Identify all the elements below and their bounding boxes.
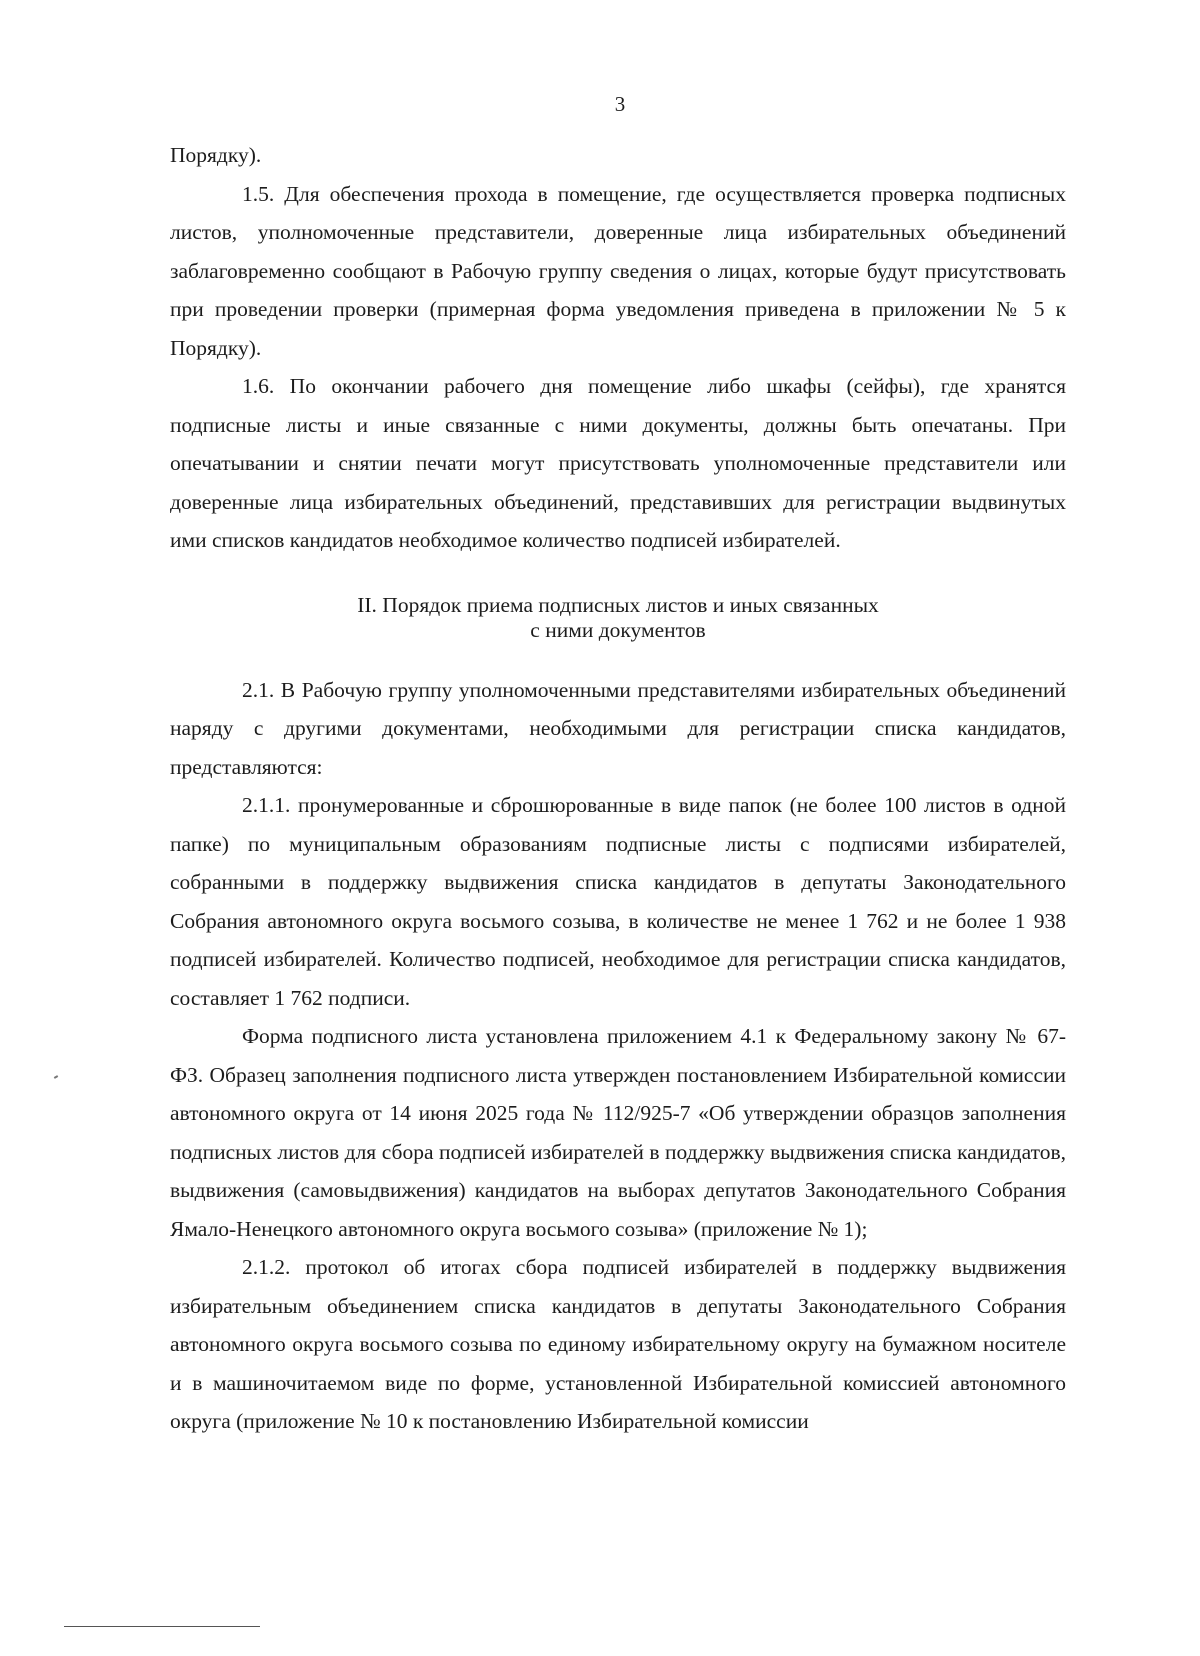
paragraph-form: Форма подписного листа установлена приложением 4.1 к Федеральному закону № 67-ФЗ. Образец заполнения подписного листа утвержден постановлением Избирательной комиссии автономного округа от 14 июня 2025 года № 112/925-7 «Об утверждении образцов заполнения подписных листов для сбора подписей избирателей в поддержку выдвижения списка кандидатов, выдвижения (самовыдвижения) кандидатов на выборах депутатов Законодательного Собрания Ямало-Ненецкого автономного округа восьмого созыва» (приложение № 1); bbox=[170, 1024, 1066, 1241]
paragraph-1-6: 1.6. По окончании рабочего дня помещение либо шкафы (сейфы), где хранятся подписные листы и иные связанные с ними документы, должны быть опечатаны. При опечатывании и снятии печати могут присутствовать уполномоченные представители или доверенные лица избирательных объединений, представивших для регистрации выдвинутых ими списков кандидатов необходимое количество подписей избирателей. bbox=[170, 374, 1066, 552]
paragraph-2-1: 2.1. В Рабочую группу уполномоченными представителями избирательных объединений наряду с другими документами, необходимыми для регистрации списка кандидатов, представляются: bbox=[170, 677, 1066, 779]
paragraph-2-1-1: 2.1.1. пронумерованные и сброшюрованные в виде папок (не более 100 листов в одной папке) по муниципальным образованиям подписные листы с подписями избирателей, собранными в поддержку выдвижения списка кандидатов в депутаты Законодательного Собрания автономного округа восьмого созыва, в количестве не менее 1 762 и не более 1 938 подписей избирателей. Количество подписей, необходимое для регистрации списка кандидатов, составляет 1 762 подписи. bbox=[170, 793, 1066, 1010]
scan-margin-mark bbox=[54, 1075, 58, 1079]
paragraph-1-5: 1.5. Для обеспечения прохода в помещение, где осуществляется проверка подписных листов, уполномоченные представители, доверенные лица избирательных объединений заблаговременно сообщают в Рабочую группу сведения о лицах, которые будут присутствовать при проведении проверки (примерная форма уведомления приведена в приложении № 5 к Порядку). bbox=[170, 181, 1066, 360]
footnote-rule bbox=[64, 1626, 260, 1627]
section-ii-title-line-2: с ними документов bbox=[530, 617, 706, 642]
section-ii-title-line-1: II. Порядок приема подписных листов и иных связанных bbox=[357, 592, 879, 617]
paragraph-2-1-2: 2.1.2. протокол об итогах сбора подписей избирателей в поддержку выдвижения избирательным объединением списка кандидатов в депутаты Законодательного Собрания автономного округа восьмого созыва по единому избирательному округу на бумажном носителе и в машиночитаемом виде по форме, установленной Избирательной комиссией автономного округа (приложение № 10 к постановлению Избирательной комиссии bbox=[170, 1255, 1066, 1433]
page-number: 3 bbox=[614, 92, 626, 116]
paragraph-continuation: Порядку). bbox=[170, 143, 262, 167]
document-body bbox=[170, 136, 1066, 1441]
section-ii-title bbox=[170, 593, 1066, 643]
